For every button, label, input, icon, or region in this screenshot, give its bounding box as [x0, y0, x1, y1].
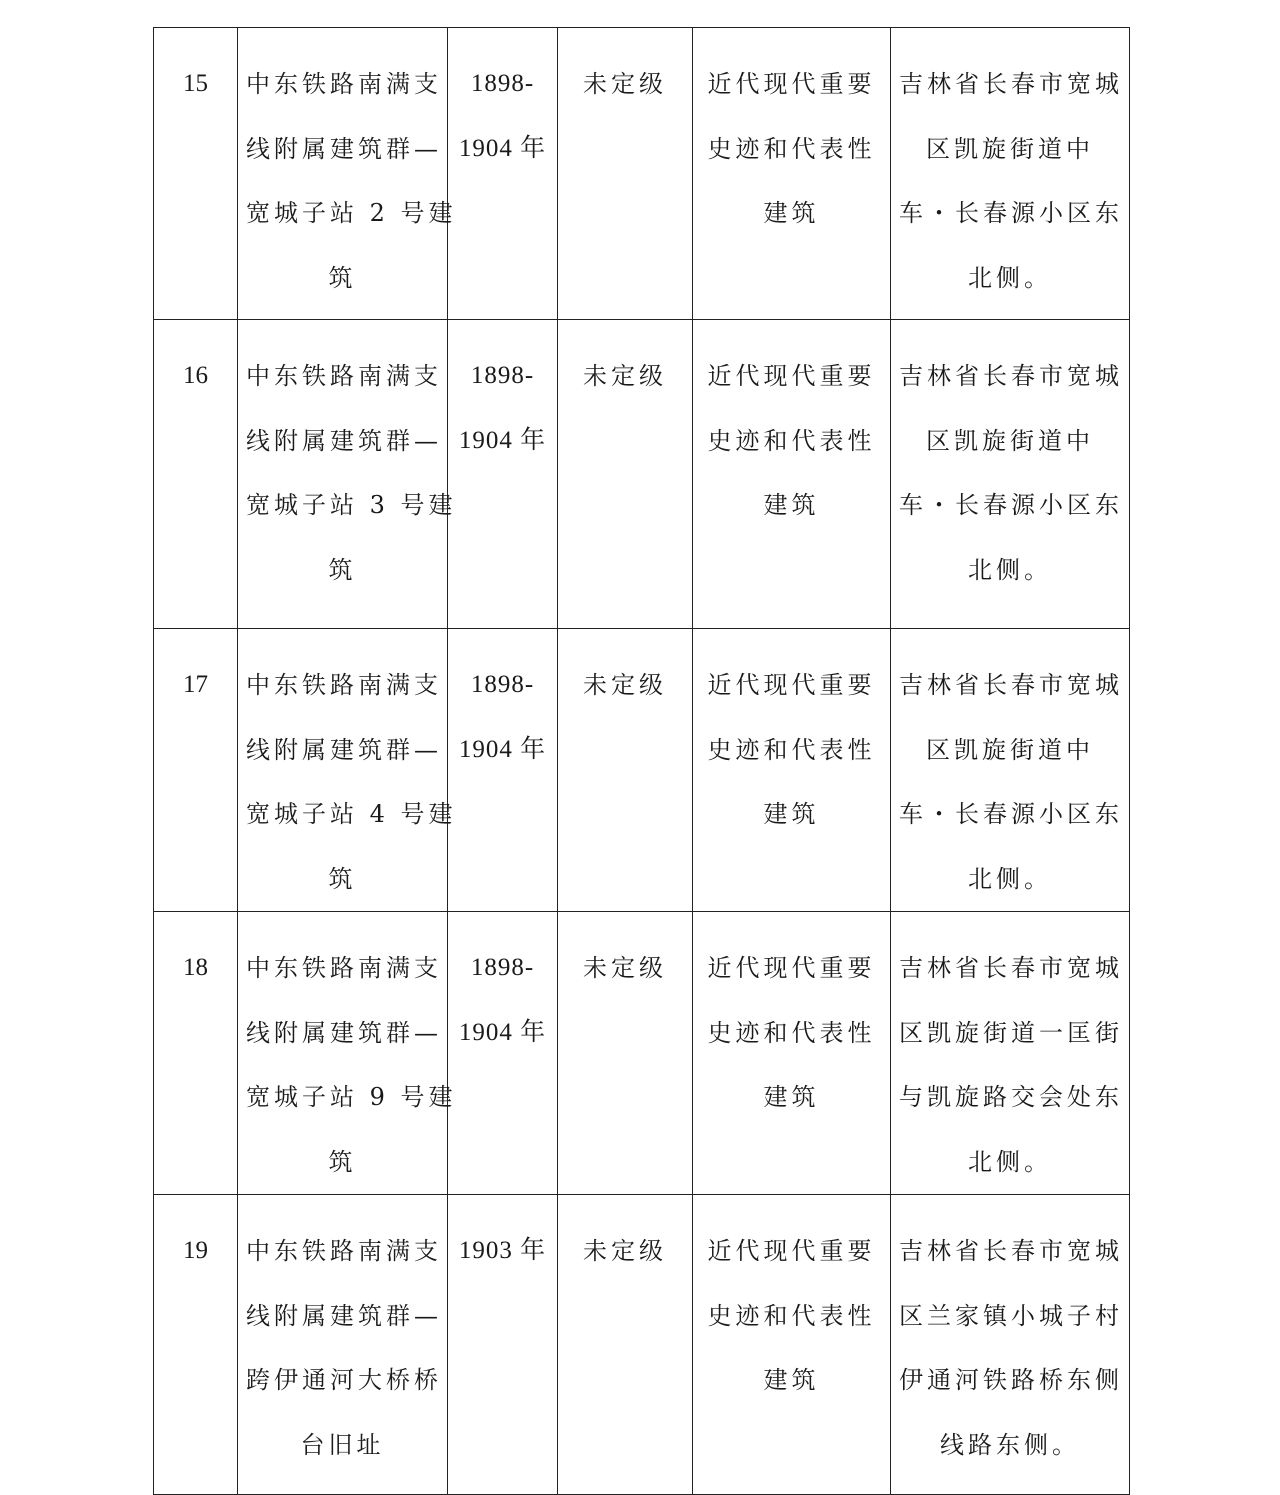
site-type-cell	[693, 912, 891, 1195]
site-address-line: 与凯旋路交会处东	[899, 1083, 1123, 1111]
site-type-line: 建筑	[763, 1366, 820, 1394]
site-type-line: 近代现代重要	[707, 671, 876, 699]
site-address-line: 区凯旋街道中	[926, 735, 1094, 764]
site-number-cell	[154, 28, 238, 320]
site-type-line: 近代现代重要	[707, 954, 876, 982]
site-type-cell	[693, 629, 891, 912]
protection-level: 未定级	[583, 362, 667, 390]
site-name-line: 线附属建筑群—	[246, 426, 442, 455]
site-type-line: 建筑	[763, 800, 820, 828]
protection-level-cell	[558, 320, 693, 629]
site-name-line: 线附属建筑群—	[246, 1301, 442, 1330]
site-address-line: 伊通河铁路桥东侧	[899, 1366, 1123, 1394]
site-address-line: 北侧。	[968, 864, 1052, 893]
site-period-line: 1904 年	[458, 426, 547, 454]
site-period-line: 1904 年	[458, 134, 547, 162]
heritage-sites-table	[153, 27, 1130, 1495]
site-address-line: 车・长春源小区东	[899, 491, 1123, 519]
site-name-line: 中东铁路南满支	[246, 70, 442, 98]
site-number: 18	[183, 954, 208, 981]
site-name-line: 中东铁路南满支	[246, 671, 442, 699]
site-address-cell	[891, 1195, 1130, 1495]
site-period-cell	[448, 320, 558, 629]
site-number-cell	[154, 1195, 238, 1495]
site-address-line: 区凯旋街道一匡街	[899, 1018, 1123, 1047]
site-name-line: 线附属建筑群—	[246, 134, 442, 163]
site-type-line: 史迹和代表性	[707, 1301, 876, 1330]
site-address-line: 北侧。	[968, 263, 1052, 292]
site-type-line: 史迹和代表性	[707, 426, 876, 455]
site-period-line: 1898-	[470, 70, 535, 97]
site-period-line: 1903 年	[458, 1237, 547, 1264]
table-row	[154, 1195, 1130, 1495]
table-row	[154, 629, 1130, 912]
site-address-line: 吉林省长春市宽城	[899, 671, 1123, 699]
site-number-cell	[154, 320, 238, 629]
site-type-line: 近代现代重要	[707, 1237, 876, 1265]
site-name-line: 中东铁路南满支	[246, 362, 442, 390]
site-type-line: 史迹和代表性	[707, 134, 876, 163]
site-type-line: 近代现代重要	[707, 70, 876, 98]
site-period-line: 1904 年	[458, 1018, 547, 1046]
site-period-line: 1904 年	[458, 735, 547, 763]
site-period-line: 1898-	[470, 671, 535, 698]
site-number: 19	[183, 1237, 208, 1264]
site-type-line: 史迹和代表性	[707, 735, 876, 764]
site-name-cell	[238, 912, 457, 1195]
site-name-line: 跨伊通河大桥桥	[246, 1366, 442, 1394]
site-type-cell	[693, 320, 891, 629]
site-type-line: 近代现代重要	[707, 362, 876, 390]
site-type-cell	[693, 28, 891, 320]
site-period-cell	[448, 912, 558, 1195]
site-number: 15	[183, 70, 208, 97]
site-address-line: 吉林省长春市宽城	[899, 70, 1123, 98]
site-name-cell	[238, 28, 457, 320]
site-address-cell	[891, 320, 1130, 629]
site-address-line: 北侧。	[968, 1147, 1052, 1176]
site-name-cell	[238, 629, 457, 912]
site-name-cell	[238, 1195, 448, 1495]
site-address-line: 车・长春源小区东	[899, 800, 1123, 828]
site-name-cell	[238, 320, 457, 629]
site-period-line: 1898-	[470, 362, 535, 389]
site-address-line: 北侧。	[968, 555, 1052, 584]
site-address-line: 车・长春源小区东	[899, 199, 1123, 227]
site-number-cell	[154, 629, 238, 912]
site-type-line: 建筑	[763, 1083, 820, 1111]
site-address-cell	[891, 912, 1130, 1195]
site-number: 16	[183, 362, 208, 389]
site-type-line: 史迹和代表性	[707, 1018, 876, 1047]
site-name-line: 筑	[328, 864, 357, 893]
site-address-cell	[891, 28, 1130, 320]
site-address-line: 吉林省长春市宽城	[899, 362, 1123, 390]
site-name-line: 筑	[328, 263, 357, 292]
site-number-cell	[154, 912, 238, 1195]
site-name-line: 台旧址	[300, 1430, 385, 1459]
protection-level: 未定级	[583, 70, 667, 98]
protection-level: 未定级	[583, 954, 667, 982]
protection-level-cell	[558, 1195, 693, 1495]
site-address-line: 区兰家镇小城子村	[899, 1301, 1123, 1330]
site-period-cell	[448, 28, 558, 320]
table-row	[154, 28, 1130, 320]
site-address-line: 区凯旋街道中	[926, 426, 1094, 455]
table-row	[154, 912, 1130, 1195]
site-name-line: 宽城子站 3 号建	[246, 491, 457, 519]
site-period-line: 1898-	[470, 954, 535, 981]
protection-level-cell	[558, 28, 693, 320]
site-name-line: 线附属建筑群—	[246, 1018, 442, 1047]
site-address-cell	[891, 629, 1130, 912]
protection-level-cell	[558, 629, 693, 912]
site-address-line: 吉林省长春市宽城	[899, 1237, 1123, 1265]
site-address-line: 吉林省长春市宽城	[899, 954, 1123, 982]
site-name-line: 宽城子站 4 号建	[246, 800, 457, 828]
site-name-line: 中东铁路南满支	[246, 954, 442, 982]
site-name-line: 中东铁路南满支	[246, 1237, 442, 1265]
site-type-line: 建筑	[763, 491, 820, 519]
site-type-cell	[693, 1195, 891, 1495]
site-address-line: 区凯旋街道中	[926, 134, 1094, 163]
site-type-line: 建筑	[763, 199, 820, 227]
protection-level: 未定级	[583, 671, 667, 699]
site-address-line: 线路东侧。	[940, 1430, 1080, 1459]
site-name-line: 宽城子站 2 号建	[246, 199, 457, 227]
site-period-cell	[448, 629, 558, 912]
site-name-line: 线附属建筑群—	[246, 735, 442, 764]
site-number: 17	[183, 671, 208, 698]
table-row	[154, 320, 1130, 629]
site-name-line: 宽城子站 9 号建	[246, 1083, 457, 1111]
site-name-line: 筑	[328, 1147, 357, 1176]
site-name-line: 筑	[328, 555, 357, 584]
site-period-cell	[448, 1195, 558, 1495]
protection-level: 未定级	[583, 1237, 667, 1265]
protection-level-cell	[558, 912, 693, 1195]
